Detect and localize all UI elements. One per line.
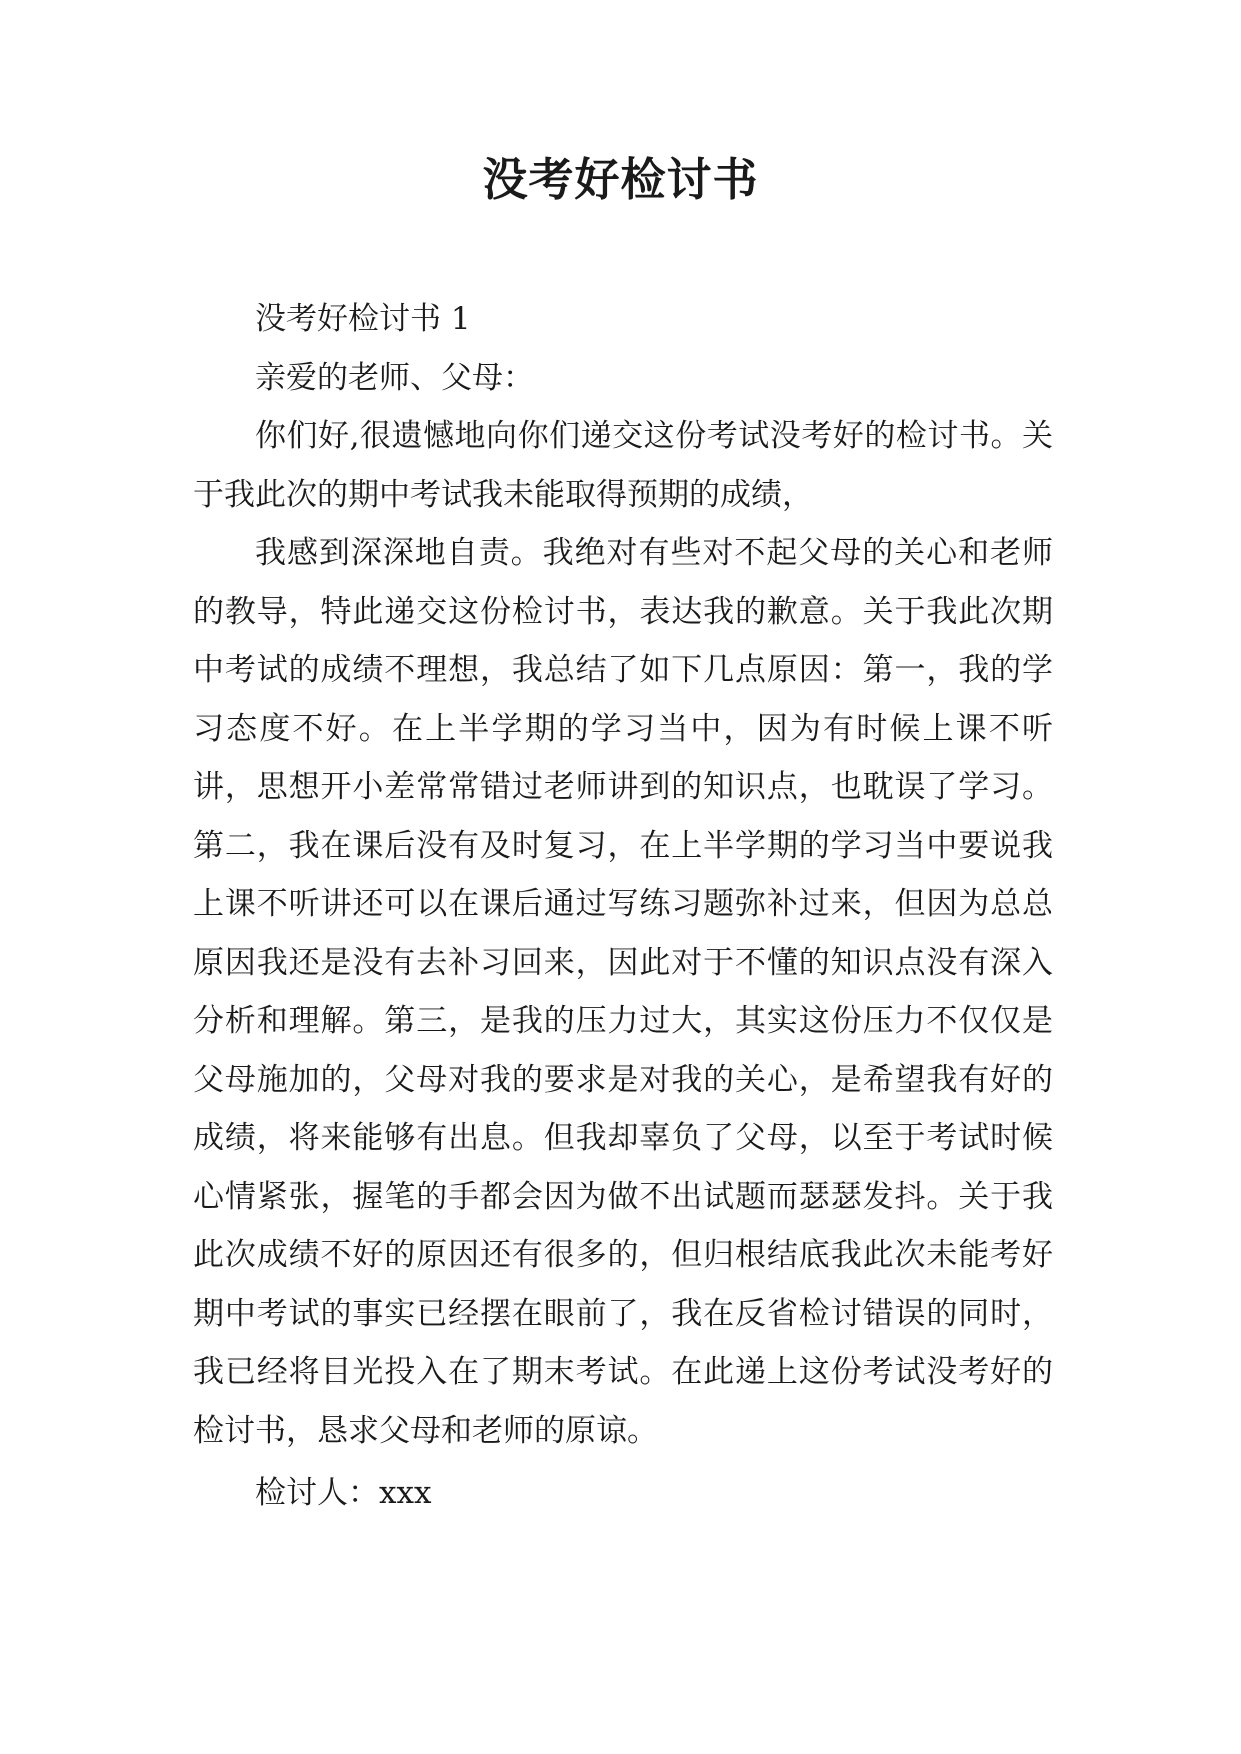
section-heading: 没考好检讨书 1 [255, 301, 471, 337]
salutation: 亲爱的老师、父母： [255, 359, 534, 396]
document-body [193, 290, 1053, 1523]
body-paragraph: 你们好,很遗憾地向你们递交这份考试没考好的检讨书。关于我此次的期中考试我未能取得预期的成绩， [193, 418, 1053, 513]
signature-line: 检讨人：xxx [255, 1475, 432, 1511]
document-title: 没考好检讨书 [482, 153, 759, 206]
body-paragraph: 我感到深深地自责。我绝对有些对不起父母的关心和老师的教导，特此递交这份检讨书，表达我的歉意。关于我此次期中考试的成绩不理想，我总结了如下几点原因：第一，我的学习态度不好。在上半学期的学习当中，因为有时候上课不听讲，思想开小差常常错过老师讲到的知识点，也耽误了学习。第二，我在课后没有及时复习，在上半学期的学习当中要说我上课不听讲还可以在课后通过写练习题弥补过来，但因为总总原因我还是没有去补习回来，因此对于不懂的知识点没有深入分析和理解。第三，是我的压力过大，其实这份压力不仅仅是父母施加的，父母对我的要求是对我的关心，是希望我有好的成绩，将来能够有出息。但我却辜负了父母，以至于考试时候心情紧张，握笔的手都会因为做不出试题而瑟瑟发抖。关于我此次成绩不好的原因还有很多的，但归根结底我此次未能考好期中考试的事实已经摆在眼前了，我在反省检讨错误的同时，我已经将目光投入在了期末考试。在此递上这份考试没考好的检讨书，恳求父母和老师的原谅。 [193, 535, 1053, 1449]
